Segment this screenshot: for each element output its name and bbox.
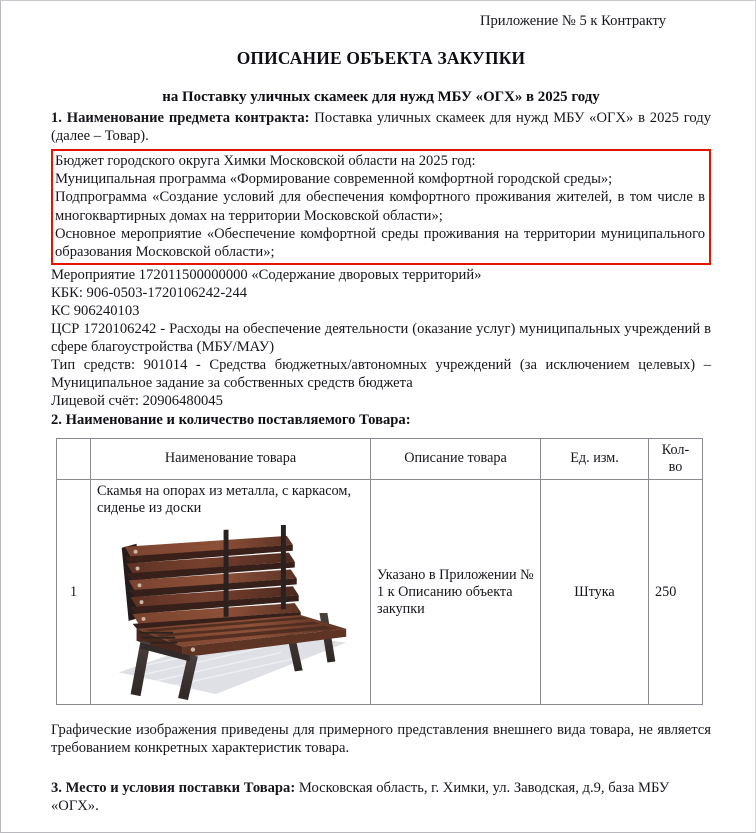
header-name: Наименование товара [91,438,371,479]
section-3-label: 3. Место и условия поставки Товара: [51,779,296,796]
document-content [1,1,755,815]
code-line-5: Лицевой счёт: 20906480045 [51,392,223,409]
header-quantity: Кол-во [649,438,703,479]
code-line-1: КБК: 906-0503-1720106242-244 [51,284,248,301]
code-line-3: ЦСР 1720106242 - Расходы на обеспечение деятельности (оказание услуг) муниципальных учреждений в сфере благоустройства (МБУ/МАУ) [51,320,711,355]
code-line-0: Мероприятие 172011500000000 «Содержание дворовых территорий» [51,266,482,283]
cell-description: Указано в Приложении № 1 к Описанию объекта закупки [371,479,541,704]
bench-illustration [97,525,364,701]
cell-product-name [91,479,371,704]
cell-quantity: 250 [649,479,703,704]
appendix-note: Приложение № 5 к Контракту [479,13,666,29]
section-1-label: 1. Наименование предмета контракта: [51,110,310,127]
code-line-4: Тип средств: 901014 - Средства бюджетных/автономных учреждений (за исключением целевых) – Муниципальное задание за собственных средств бюджета [51,356,711,391]
cell-row-number: 1 [57,479,91,704]
budget-highlight-box [51,149,711,265]
budget-line-2: Подпрограмма «Создание условий для обеспечения комфортного проживания жителей, в том числе в многоквартирных домах на территории Московской области»; [55,189,705,224]
section-3-paragraph [51,780,711,816]
cell-unit: Штука [541,479,649,704]
product-name-text: Скамья на опорах из металла, с каркасом, сиденье из доски [97,482,352,517]
code-line-2: КС 906240103 [51,302,140,319]
header-description: Описание товара [371,438,541,479]
goods-table [56,438,703,705]
budget-line-3: Основное мероприятие «Обеспечение комфортной среды проживания на территории муниципального образования Московской области»; [55,225,705,260]
budget-codes-block [51,266,711,410]
header-num [57,438,91,479]
header-unit: Ед. изм. [541,438,649,479]
section-1-paragraph [51,110,711,145]
document-subtitle: на Поставку уличных скамеек для нужд МБУ «ОГХ» в 2025 году [162,89,600,106]
section-3-text: Московская область, г. Химки, ул. Заводская, д.9, база МБУ «ОГХ». [51,779,670,814]
image-disclaimer: Графические изображения приведены для примерного представления внешнего вида товара, не является требованием конкретных характеристик товара. [51,722,711,757]
section-1-text: Поставка уличных скамеек для нужд МБУ «ОГХ» в 2025 году (далее – Товар). [51,110,711,144]
page-title: ОПИСАНИЕ ОБЪЕКТА ЗАКУПКИ [236,48,526,69]
table-row [57,479,703,704]
park-bench-image [97,525,364,701]
section-2-label: 2. Наименование и количество поставляемого Товара: [51,411,411,428]
budget-line-1: Муниципальная программа «Формирование современной комфортной городской среды»; [55,171,613,188]
table-header-row [57,438,703,479]
budget-line-0: Бюджет городского округа Химки Московской области на 2025 год: [55,153,476,170]
